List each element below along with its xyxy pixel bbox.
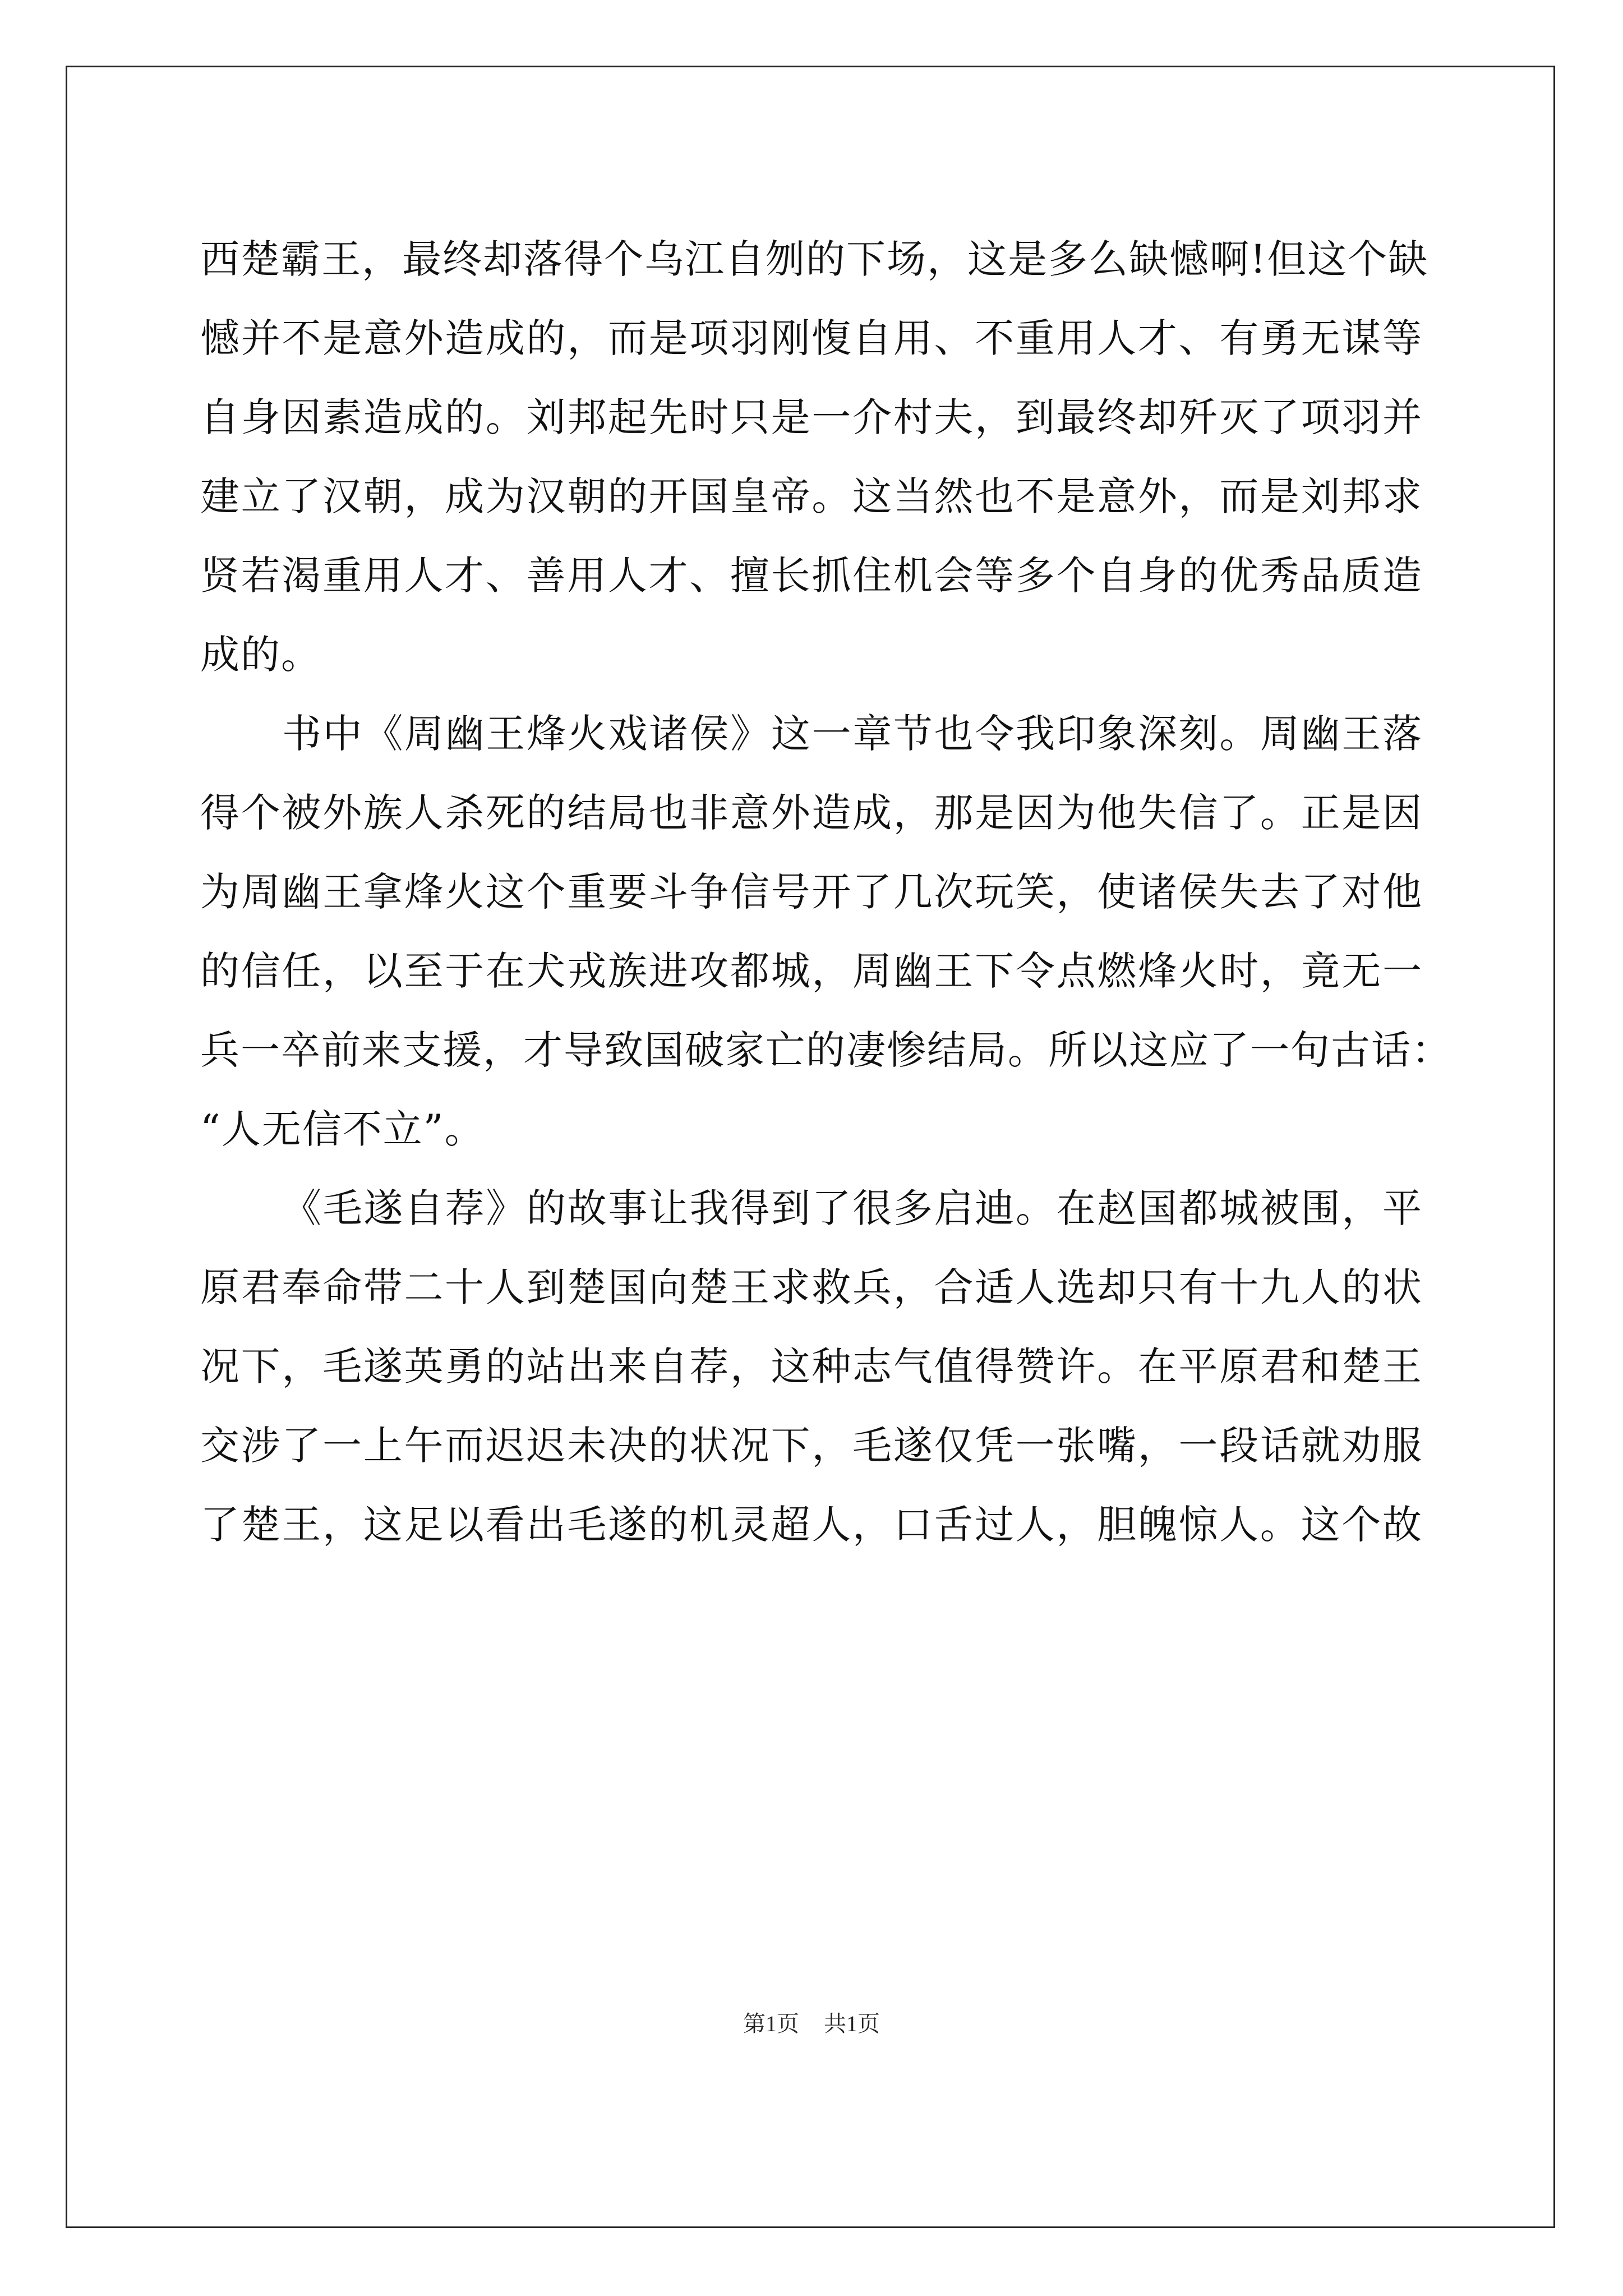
text-line: 建立了汉朝，成为汉朝的开国皇帝。这当然也不是意外，而是刘邦求 bbox=[200, 473, 1423, 519]
text-line: 兵一卒前来支援，才导致国破家亡的凄惨结局。所以这应了一句古话： bbox=[200, 1027, 1452, 1073]
text-line: 书中《周幽王烽火戏诸侯》这一章节也令我印象深刻。周幽王落 bbox=[282, 711, 1423, 757]
text-line: 《毛遂自荐》的故事让我得到了很多启迪。在赵国都城被围，平 bbox=[282, 1185, 1423, 1231]
text-line: 为周幽王拿烽火这个重要斗争信号开了几次玩笑，使诸侯失去了对他 bbox=[200, 869, 1423, 915]
text-line: 况下，毛遂英勇的站出来自荐，这种志气值得赞许。在平原君和楚王 bbox=[200, 1343, 1423, 1389]
document-body bbox=[200, 220, 1452, 1565]
text-line: 了楚王，这足以看出毛遂的机灵超人，口舌过人，胆魄惊人。这个故 bbox=[200, 1502, 1423, 1548]
text-line: 得个被外族人杀死的结局也非意外造成，那是因为他失信了。正是因 bbox=[200, 790, 1423, 836]
text-line: 自身因素造成的。刘邦起先时只是一介村夫，到最终却歼灭了项羽并 bbox=[200, 394, 1423, 440]
page-number-current: 第1页 bbox=[743, 2011, 799, 2036]
page-footer bbox=[0, 2007, 1623, 2041]
text-line: 憾并不是意外造成的，而是项羽刚愎自用、不重用人才、有勇无谋等 bbox=[200, 315, 1423, 361]
text-line: 西楚霸王，最终却落得个乌江自刎的下场，这是多么缺憾啊!但这个缺 bbox=[200, 236, 1429, 282]
text-line: 交涉了一上午而迟迟未决的状况下，毛遂仅凭一张嘴，一段话就劝服 bbox=[200, 1423, 1423, 1469]
page-number-total: 共1页 bbox=[824, 2011, 880, 2036]
text-line: 贤若渴重用人才、善用人才、擅长抓住机会等多个自身的优秀品质造 bbox=[200, 553, 1423, 599]
text-line: “人无信不立”。 bbox=[200, 1106, 485, 1152]
text-line: 成的。 bbox=[200, 632, 321, 678]
text-line: 的信任，以至于在犬戎族进攻都城，周幽王下令点燃烽火时，竟无一 bbox=[200, 948, 1423, 994]
text-line: 原君奉命带二十人到楚国向楚王求救兵，合适人选却只有十九人的状 bbox=[200, 1264, 1423, 1310]
